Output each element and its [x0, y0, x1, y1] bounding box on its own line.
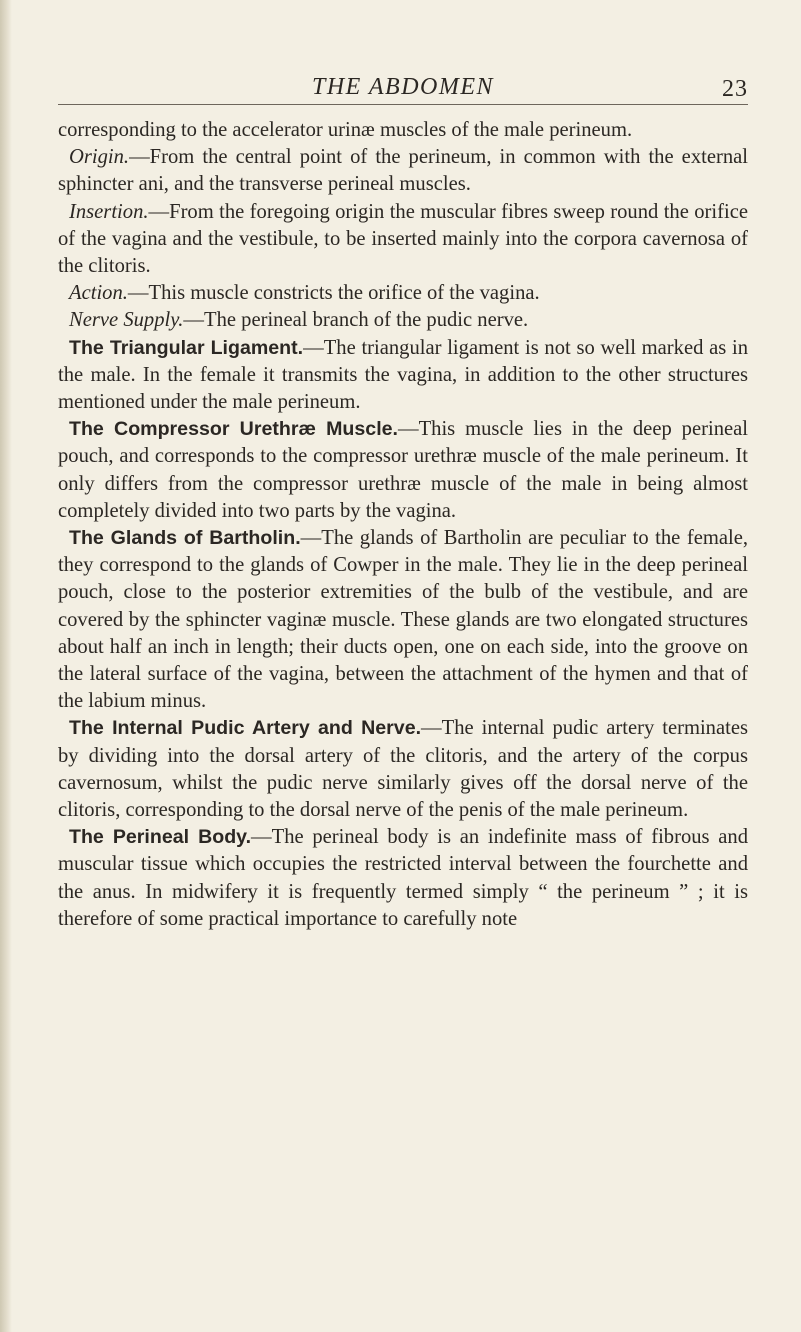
- paragraph-compressor-urethrae: [58, 416, 748, 525]
- paragraph-internal-pudic: [58, 715, 748, 824]
- paragraph-origin: [58, 144, 748, 198]
- book-page: [58, 60, 748, 933]
- section-heading-glands-of-bartholin: The Glands of Bartholin.: [69, 527, 301, 550]
- page-header: [58, 60, 748, 105]
- paragraph-text: corresponding to the accelerator urinæ muscles of the male perineum.: [58, 119, 633, 141]
- paragraph-text: —This muscle constricts the orifice of the vagina.: [127, 282, 540, 305]
- paragraph-lead-nerve-supply: Nerve Supply.: [69, 309, 184, 332]
- paragraph-text: —The perineal branch of the pudic nerve.: [183, 309, 529, 332]
- paragraph-text: —From the foregoing origin the muscular fibres sweep round the orifice of the vagina and the vestibule, to be inserted mainly into the corpora cavernosa of the clitoris.: [58, 200, 748, 278]
- paragraph-insertion: [58, 199, 748, 281]
- paragraph-action: [58, 280, 748, 307]
- section-heading-internal-pudic: The Internal Pudic Artery and Nerve.: [69, 717, 422, 740]
- paragraph-lead-insertion: Insertion.: [69, 200, 149, 223]
- paragraph-nerve-supply: [58, 307, 748, 334]
- paragraph-text: —From the central point of the perineum, in common with the external sphincter ani, and the transverse perineal muscles.: [58, 146, 748, 196]
- paragraph-text: —The perineal body is an indefinite mass of fibrous and muscular tissue which occupies the restricted interval between the fourchette and the anus. In midwifery it is frequently termed simply “ the perineum ” ; it is therefore of some practical importance to carefully note: [58, 826, 748, 930]
- section-heading-compressor-urethrae: The Compressor Urethræ Muscle.: [69, 418, 398, 441]
- paragraph-glands-of-bartholin: [58, 525, 748, 715]
- paragraph-perineal-body: [58, 824, 748, 933]
- section-heading-triangular-ligament: The Triangular Ligament.: [69, 336, 304, 359]
- paragraph-lead-origin: Origin.: [69, 146, 130, 169]
- running-head: THE ABDOMEN: [311, 74, 495, 100]
- paragraph-text: —The triangular ligament is not so well marked as in the male. In the female it transmits the vagina, in addition to the other structures mentioned under the male perineum.: [58, 336, 748, 414]
- paragraph-text: —The internal pudic artery terminates by dividing into the dorsal artery of the clitoris, and the artery of the corpus cavernosum, whilst the pudic nerve similarly gives off the dorsal nerve of the clitoris, corresponding to the dorsal nerve of the penis of the male perineum.: [58, 717, 748, 822]
- paragraph-triangular-ligament: [58, 335, 748, 417]
- paragraph-continuation: [58, 117, 748, 144]
- paragraph-text: —This muscle lies in the deep perineal pouch, and corresponds to the compressor urethræ muscle of the male perineum. It only differs from the compressor urethræ muscle of the male in being almost completely divided into two parts by the vagina.: [58, 418, 748, 522]
- body-text: [58, 117, 748, 933]
- paragraph-text: —The glands of Bartholin are peculiar to the female, they correspond to the glands of Cowper in the male. They lie in the deep perineal pouch, close to the posterior extremities of the bulb of the vestibule, and are covered by the sphincter vaginæ muscle. These glands are two elongated structures about half an inch in length; their ducts open, one on each side, into the groove on the lateral surface of the vagina, between the attachment of the hymen and that of the labium minus.: [58, 527, 749, 713]
- page-number: 23: [722, 76, 748, 102]
- section-heading-perineal-body: The Perineal Body.: [69, 826, 252, 849]
- page-spine-shadow: [0, 0, 12, 1332]
- paragraph-lead-action: Action.: [69, 282, 128, 305]
